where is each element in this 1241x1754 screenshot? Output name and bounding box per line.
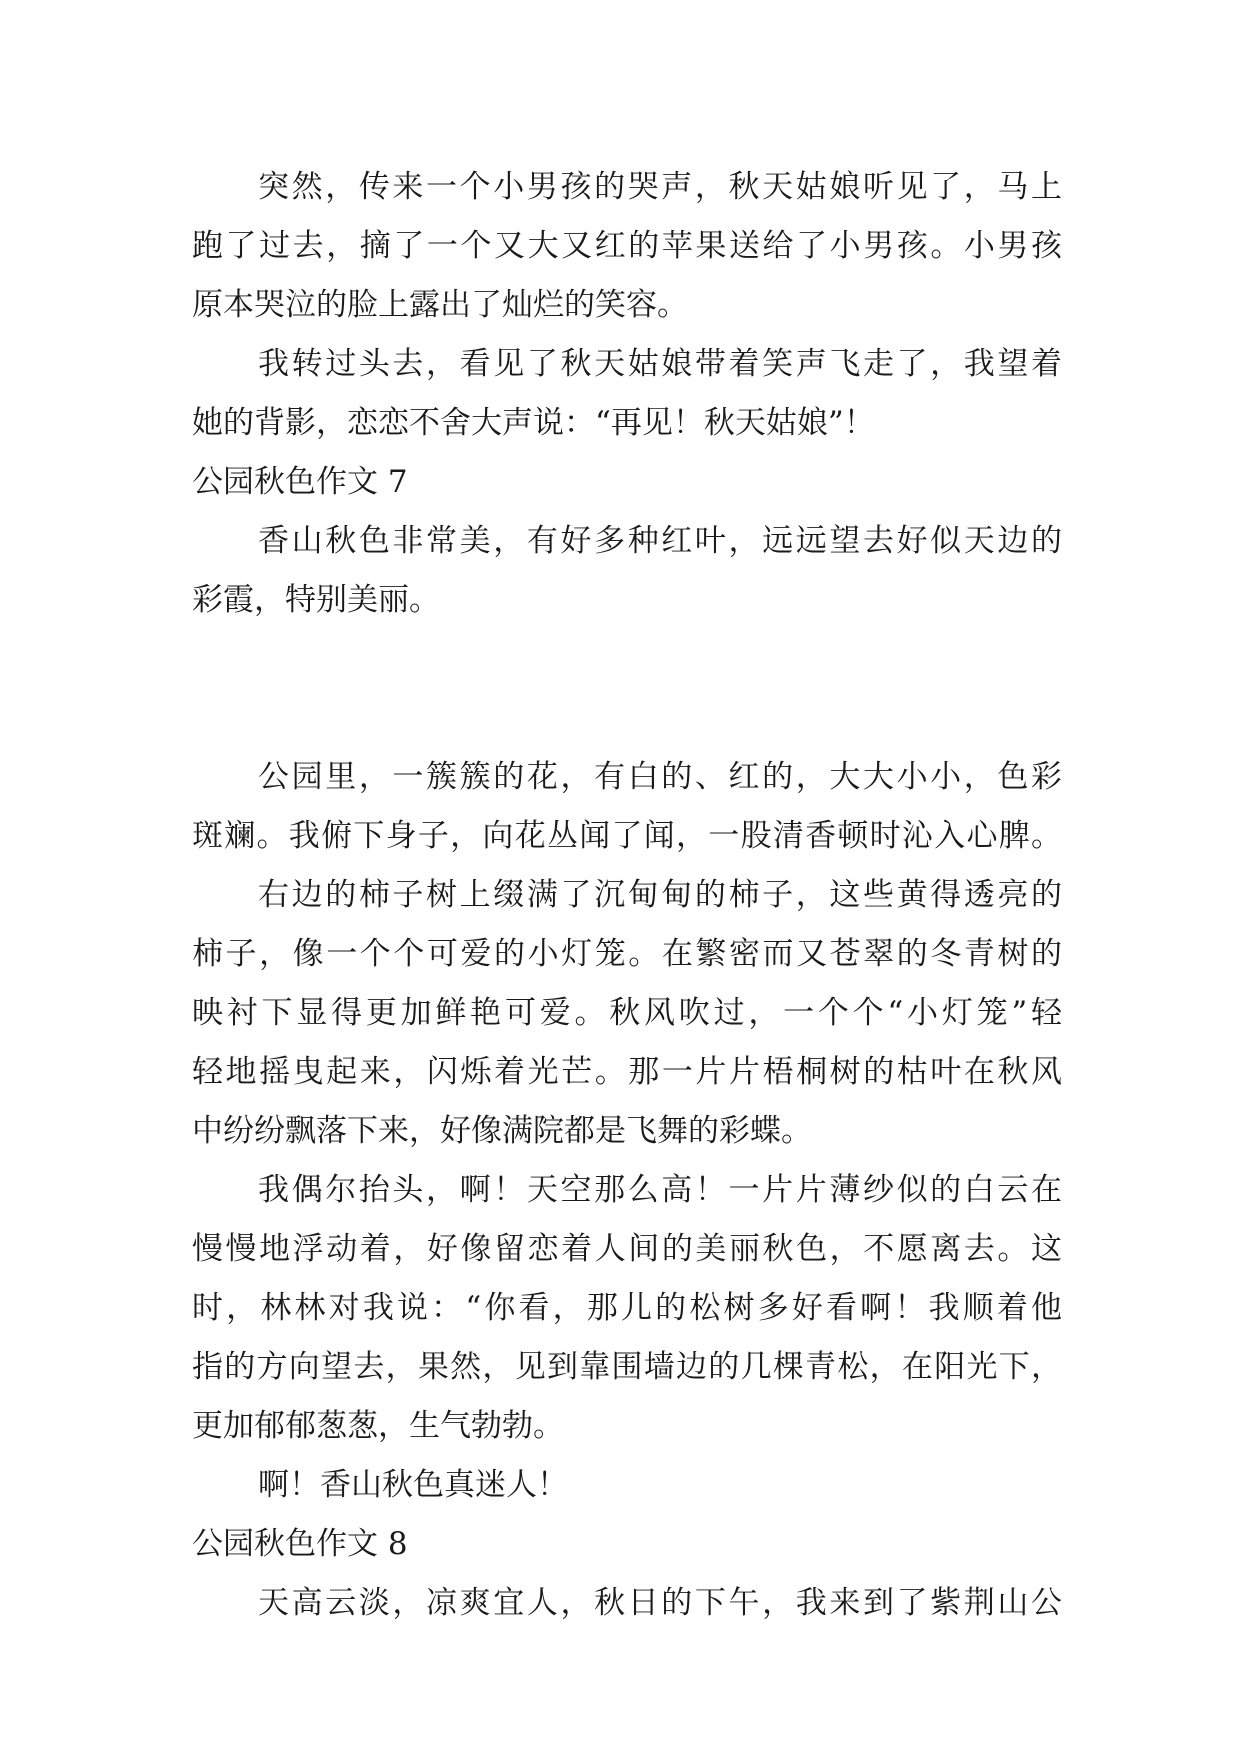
- paragraph: [192, 1574, 1062, 1633]
- text-line: 斑斓。我俯下身子，向花丛闻了闻，一股清香顿时沁入心脾。: [192, 818, 1062, 854]
- text-line: 映衬下显得更加鲜艳可爱。秋风吹过，一个个“小灯笼”轻: [192, 995, 1062, 1031]
- text-line: 柿子，像一个个可爱的小灯笼。在繁密而又苍翠的冬青树的: [192, 936, 1062, 972]
- text-line: 慢慢地浮动着，好像留恋着人间的美丽秋色，不愿离去。这: [192, 1231, 1062, 1267]
- text-line: 我转过头去，看见了秋天姑娘带着笑声飞走了，我望着: [258, 346, 1062, 382]
- text-line: 跑了过去，摘了一个又大又红的苹果送给了小男孩。小男孩: [192, 228, 1062, 264]
- text-line: 香山秋色非常美，有好多种红叶，远远望去好似天边的: [258, 523, 1062, 559]
- text-line: 时，林林对我说：“你看，那儿的松树多好看啊！我顺着他: [192, 1290, 1062, 1326]
- text-line: 中纷纷飘落下来，好像满院都是飞舞的彩蝶。: [192, 1113, 812, 1149]
- paragraph: [192, 1456, 1062, 1515]
- paragraph: [192, 335, 1062, 453]
- text-line: 轻地摇曳起来，闪烁着光芒。那一片片梧桐树的枯叶在秋风: [192, 1054, 1062, 1090]
- text-line: 更加郁郁葱葱，生气勃勃。: [192, 1408, 564, 1444]
- text-line: 原本哭泣的脸上露出了灿烂的笑容。: [192, 287, 688, 323]
- paragraph: [192, 1161, 1062, 1456]
- text-line: 突然，传来一个小男孩的哭声，秋天姑娘听见了，马上: [258, 169, 1062, 205]
- paragraph: [192, 512, 1062, 630]
- paragraph: [192, 158, 1062, 335]
- paragraph: [192, 866, 1062, 1161]
- text-line: 彩霞，特别美丽。: [192, 582, 440, 618]
- blank-space: [192, 630, 1062, 748]
- text-line: 指的方向望去，果然，见到靠围墙边的几棵青松，在阳光下，: [192, 1349, 1062, 1385]
- text-line: 公园里，一簇簇的花，有白的、红的，大大小小，色彩: [258, 759, 1062, 795]
- document-body: [192, 158, 1062, 1633]
- paragraph: [192, 748, 1062, 866]
- section-heading: 公园秋色作文 8: [192, 1526, 408, 1562]
- text-line: 天高云淡，凉爽宜人，秋日的下午，我来到了紫荆山公: [258, 1585, 1062, 1621]
- text-line: 右边的柿子树上缀满了沉甸甸的柿子，这些黄得透亮的: [258, 877, 1062, 913]
- section-heading: 公园秋色作文 7: [192, 464, 408, 500]
- text-line: 啊！香山秋色真迷人！: [258, 1467, 568, 1503]
- text-line: 我偶尔抬头，啊！天空那么高！一片片薄纱似的白云在: [258, 1172, 1062, 1208]
- text-line: 她的背影，恋恋不舍大声说：“再见！秋天姑娘”！: [192, 405, 875, 441]
